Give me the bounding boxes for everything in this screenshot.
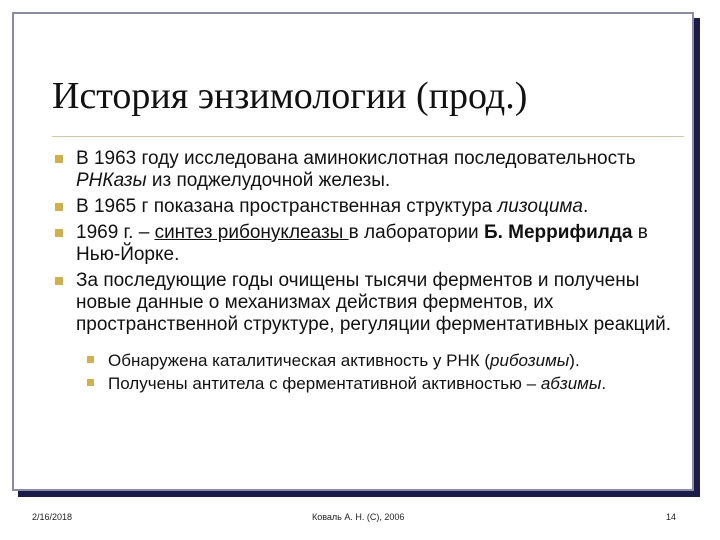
bullet-text: . xyxy=(582,196,589,217)
bullet-italic: лизоцима xyxy=(497,196,583,217)
square-bullet-icon xyxy=(55,229,63,237)
square-bullet-icon xyxy=(55,277,63,285)
sub-bullet-item xyxy=(84,350,692,371)
slide-content xyxy=(52,148,692,396)
bullet-text: За последующие годы очищены тысячи ферментов и получены новые данные о механизмах действия ферментов, их пространственной структуре, регуляции ферментативных реакций. xyxy=(76,270,671,335)
footer-date: 2/16/2018 xyxy=(32,512,73,522)
bullet-item xyxy=(52,270,692,336)
footer-author: Коваль А. Н. (C), 2006 xyxy=(312,512,405,522)
bullet-item xyxy=(52,222,692,266)
bullet-text: 1969 г. – xyxy=(76,222,155,243)
sub-bullet-list xyxy=(52,350,692,394)
square-bullet-icon xyxy=(55,203,63,211)
bullet-text: В 1965 г показана пространственная структура xyxy=(76,196,498,217)
bullet-text: В 1963 году исследована аминокислотная последовательность xyxy=(76,148,636,169)
title-divider xyxy=(52,136,684,137)
square-bullet-icon xyxy=(55,155,63,163)
square-bullet-icon xyxy=(87,356,94,363)
bullet-underline: синтез рибонуклеазы xyxy=(154,222,349,243)
sub-bullet-text: Получены антитела с ферментативной активностью – xyxy=(108,374,541,393)
sub-bullet-item xyxy=(84,373,692,394)
bullet-italic: РНКазы xyxy=(76,170,147,191)
bullet-text: из поджелудочной железы. xyxy=(146,170,391,191)
bullet-item xyxy=(52,148,692,192)
sub-bullet-text: Обнаружена каталитическая активность у РНК ( xyxy=(108,351,491,370)
sub-bullet-italic: абзимы xyxy=(540,374,602,393)
slide-title: История энзимологии (прод.) xyxy=(52,75,528,117)
bullet-bold: Б. Меррифилда xyxy=(483,222,633,243)
sub-bullet-text: . xyxy=(601,374,607,393)
sub-bullet-italic: рибозимы xyxy=(490,351,570,370)
square-bullet-icon xyxy=(87,379,94,386)
bullet-text: в Нью-Йорке. xyxy=(76,222,648,265)
sub-bullet-text: ). xyxy=(569,351,580,370)
bullet-item xyxy=(52,196,692,218)
bullet-text: в лаборатории xyxy=(348,222,484,243)
page-number: 14 xyxy=(666,512,677,522)
